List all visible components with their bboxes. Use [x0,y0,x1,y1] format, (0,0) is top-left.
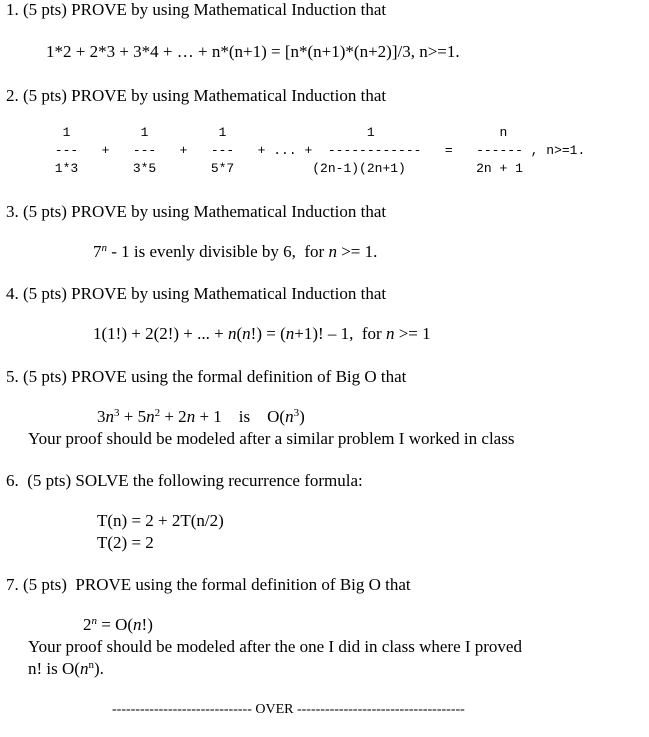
q4-heading: 4. (5 pts) PROVE by using Mathematical Induction that [6,284,387,303]
q1-equation: 1*2 + 2*3 + 3*4 + … + n*(n+1) = [n*(n+1)*(n+2)]/3, n>=1. [46,42,460,61]
q7-heading: 7. (5 pts) PROVE using the formal definition of Big O that [6,575,411,594]
q2-heading: 2. (5 pts) PROVE by using Mathematical Induction that [6,86,387,105]
q2-denominators: 1*3 3*5 5*7 (2n-1)(2n+1) 2n + 1 [47,161,523,176]
q7-equation: $2^n = O(n!)$ [83,615,153,634]
q2-numerators: 1 1 1 1 n [47,125,508,140]
q5-note: Your proof should be modeled after a similar problem I worked in class [28,429,515,448]
q3-statement: 7$^n$ - 1 is evenly divisible by 6, for n >= 1. [93,242,378,261]
q5-heading: 5. (5 pts) PROVE using the formal definition of Big O that [6,367,407,386]
q7-note-line2: n! is $O(n^n)$. [28,659,104,678]
q4-equation: 1(1!) + 2(2!) + ... + n(n!) = (n+1)! – 1, for n >= 1 [93,324,431,343]
q2-fraction-bars: --- + --- + --- + ... + ------------ = ------ , n>=1. [47,143,586,158]
q6-base-case: T(2) = 2 [97,533,154,552]
q7-note-line1: Your proof should be modeled after the one I did in class where I proved [28,637,522,656]
q6-heading: 6. (5 pts) SOLVE the following recurrence formula: [6,471,363,490]
q1-heading: 1. (5 pts) PROVE by using Mathematical Induction that [6,0,387,19]
q5-equation: $3n^3 + 5n^2 + 2n + 1$ is $O(n^3)$ [97,407,305,426]
footer-over: ------------------------------ OVER ------------------------------------ [112,702,465,717]
q3-heading: 3. (5 pts) PROVE by using Mathematical Induction that [6,202,387,221]
q6-recurrence: T(n) = 2 + 2T(n/2) [97,511,224,530]
